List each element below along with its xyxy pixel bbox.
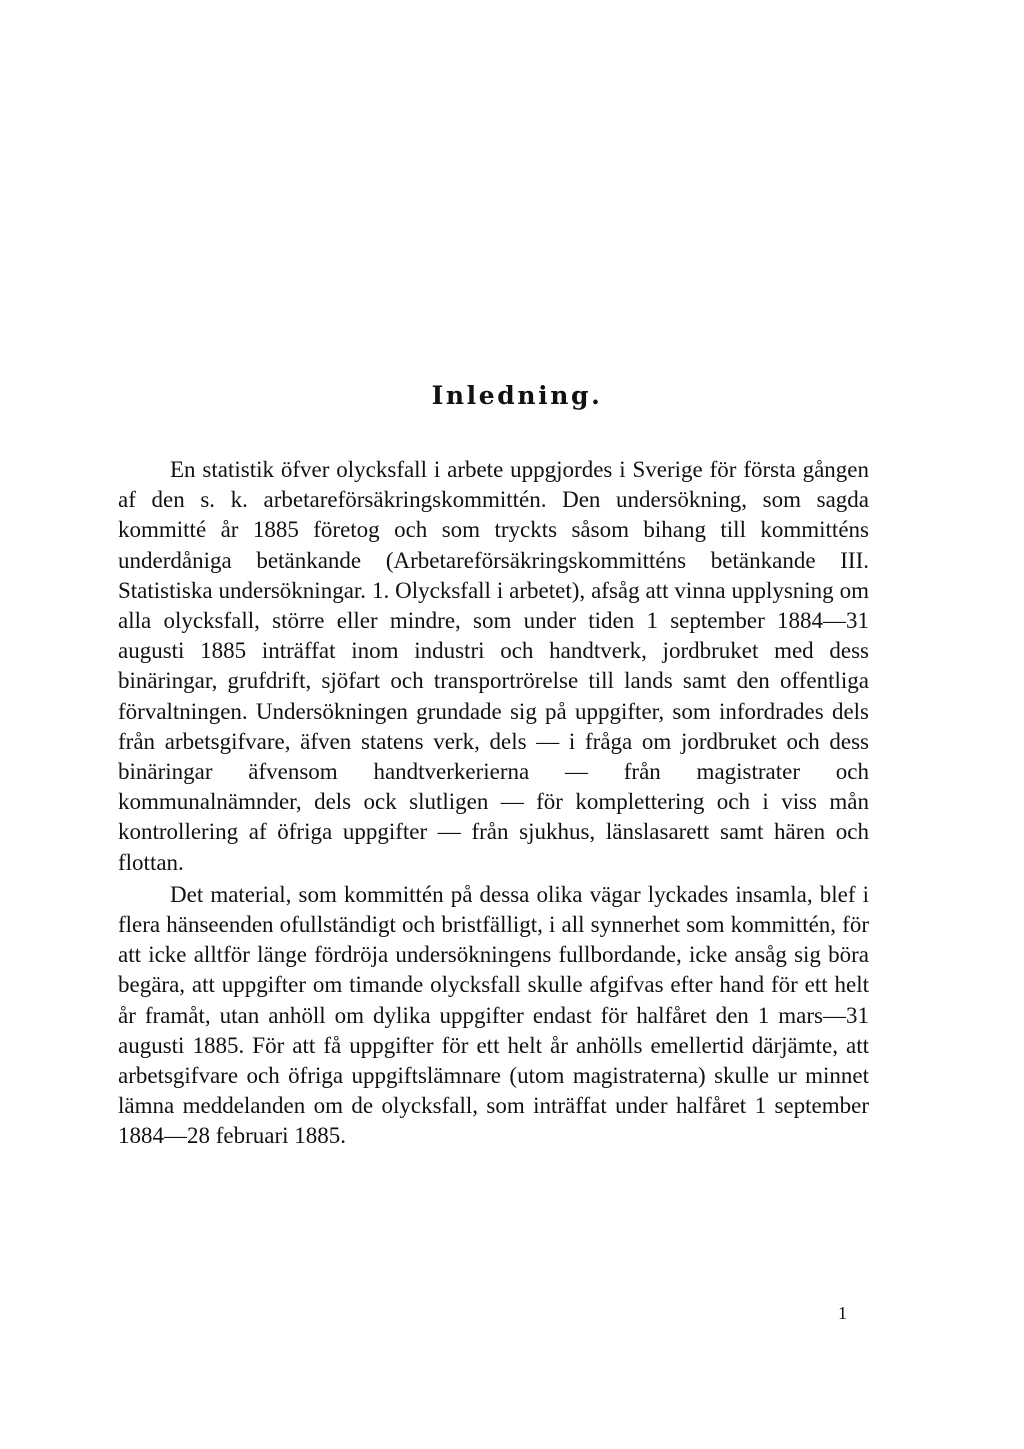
section-heading: Inledning. xyxy=(431,381,603,410)
page-number: 1 xyxy=(838,1303,847,1323)
paragraph: Det material, som kommittén på dessa olika vägar lyckades insamla, blef i flera hänseenden ofullständigt och bristfälligt, i all synnerhet som kommittén, för att icke alltför länge fördröja undersökningens fullbordande, icke ansåg sig böra begära, att uppgifter om timande olycksfall skulle afgifvas efter hand för ett helt år framåt, utan anhöll om dylika uppgifter endast för halfåret den 1 mars—31 augusti 1885. För att få uppgifter för ett helt år anhölls emellertid därjämte, att arbetsgifvare och öfriga uppgiftslämnare (utom magistraterna) skulle ur minnet lämna meddelanden om de olycksfall, som inträffat under halfåret 1 september 1884—28 februari 1885. xyxy=(118,881,869,1149)
paragraph: En statistik öfver olycksfall i arbete uppgjordes i Sverige för första gången af den s. k. arbetareförsäkringskommittén. Den undersökning, som sagda kommitté år 1885 företog och som tryckts såsom bihang till kommitténs underdåniga betänkande (Arbetareförsäkringskommitténs betänkande III. Statistiska undersökningar. 1. Olycksfall i arbetet), afsåg att vinna upplysning om alla olycksfall, större eller mindre, som under tiden 1 september 1884—31 augusti 1885 inträffat inom industri och handtverk, jordbruket med dess binäringar, grufdrift, sjöfart och transportrörelse till lands samt den offentliga förvaltningen. Undersökningen grundade sig på uppgifter, som infordrades dels från arbetsgifvare, äfven statens verk, dels — i fråga om jordbruket och dess binäringar äfvensom handtverkerierna — från magistrater och kommunalnämnder, dels ock slutligen — för komplettering och i viss mån kontrollering af öfriga uppgifter — från sjukhus, länslasarett samt hären och flottan. xyxy=(118,457,869,875)
body-text xyxy=(118,455,869,1152)
